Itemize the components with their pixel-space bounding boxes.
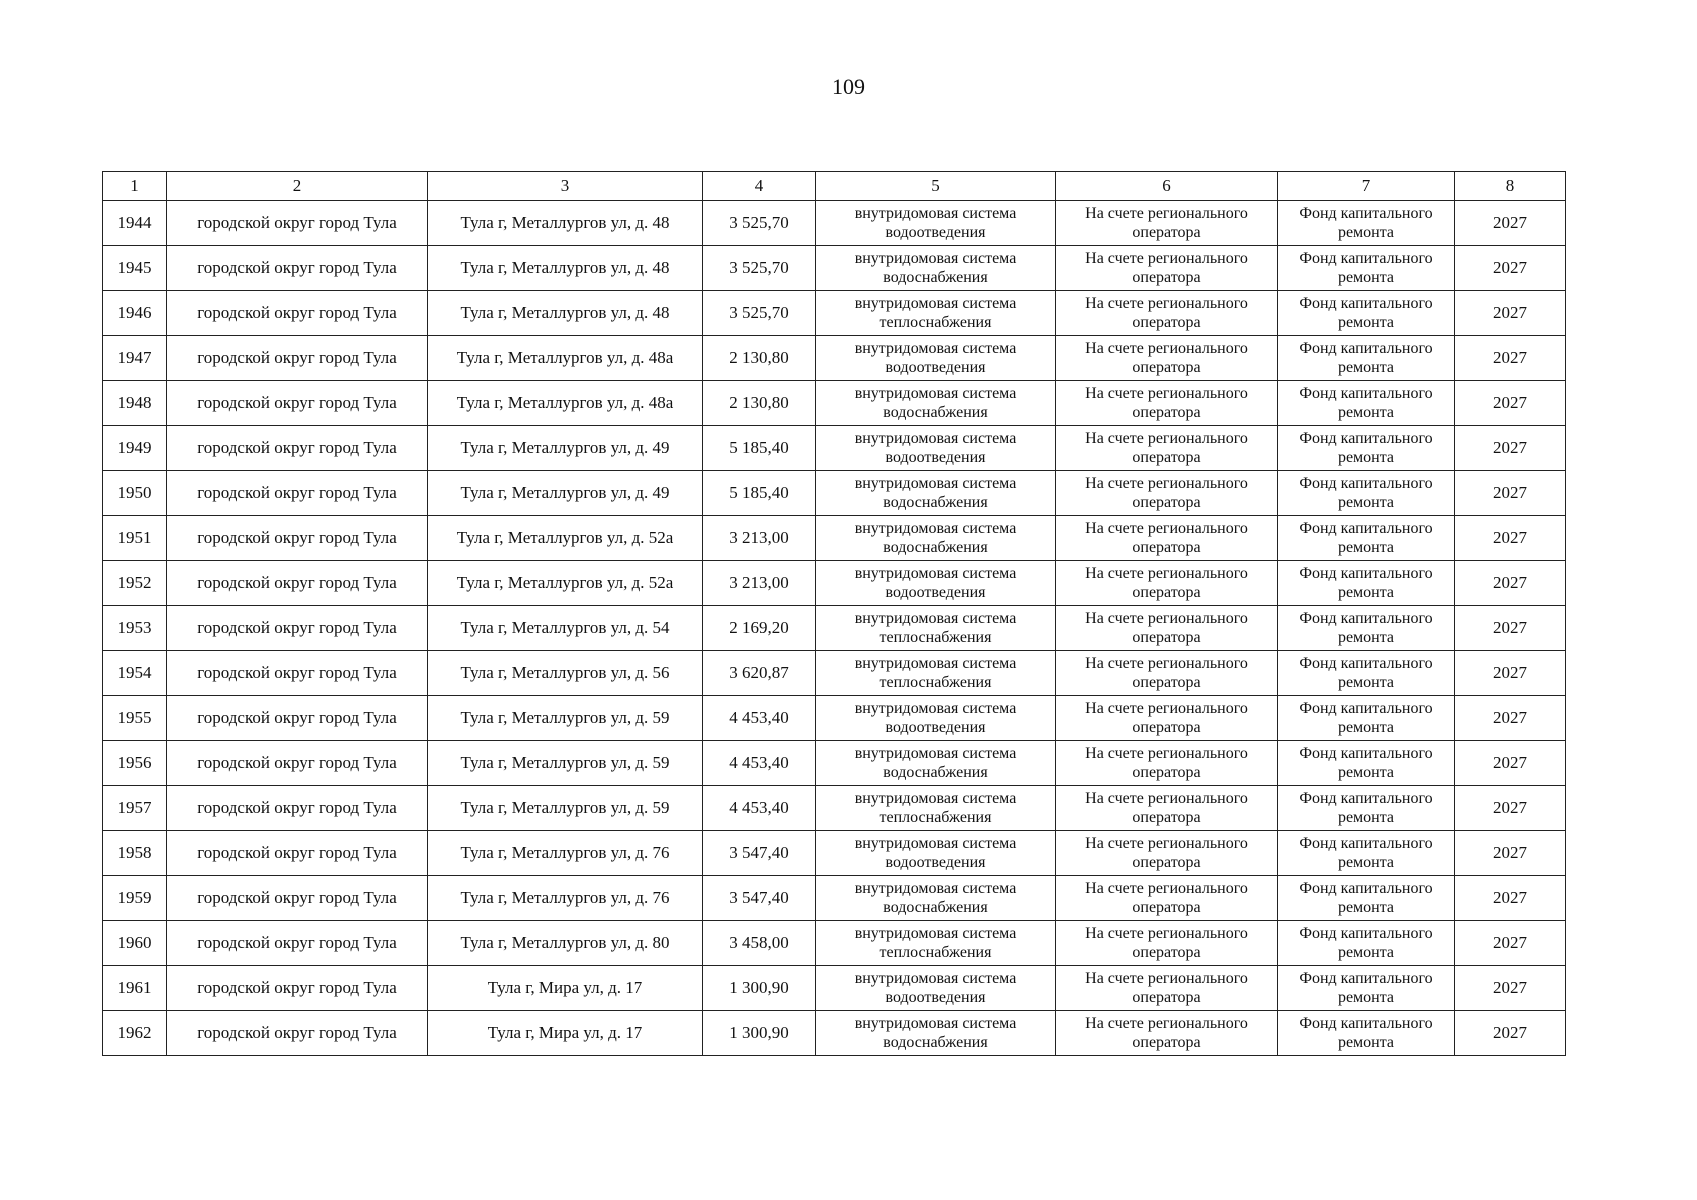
cell-system-type: внутридомовая система водоснабжения: [816, 516, 1056, 561]
cell-account-type: На счете регионального оператора: [1056, 831, 1278, 876]
cell-row-number: 1954: [103, 651, 167, 696]
cell-area: 3 547,40: [703, 876, 816, 921]
cell-year: 2027: [1455, 786, 1566, 831]
cell-row-number: 1952: [103, 561, 167, 606]
table-row: [103, 561, 1566, 606]
cell-account-type: На счете регионального оператора: [1056, 336, 1278, 381]
cell-row-number: 1944: [103, 201, 167, 246]
cell-year: 2027: [1455, 471, 1566, 516]
cell-municipality: городской округ город Тула: [167, 426, 428, 471]
cell-area: 3 525,70: [703, 246, 816, 291]
cell-row-number: 1957: [103, 786, 167, 831]
cell-account-type: На счете регионального оператора: [1056, 696, 1278, 741]
cell-system-type: внутридомовая система теплоснабжения: [816, 291, 1056, 336]
cell-year: 2027: [1455, 426, 1566, 471]
cell-fund-source: Фонд капитального ремонта: [1278, 561, 1455, 606]
cell-address: Тула г, Металлургов ул, д. 48: [428, 291, 703, 336]
cell-system-type: внутридомовая система теплоснабжения: [816, 921, 1056, 966]
cell-fund-source: Фонд капитального ремонта: [1278, 921, 1455, 966]
cell-municipality: городской округ город Тула: [167, 606, 428, 651]
cell-address: Тула г, Металлургов ул, д. 48а: [428, 336, 703, 381]
cell-municipality: городской округ город Тула: [167, 246, 428, 291]
column-header-5: 5: [816, 172, 1056, 201]
cell-area: 1 300,90: [703, 966, 816, 1011]
cell-municipality: городской округ город Тула: [167, 336, 428, 381]
cell-year: 2027: [1455, 876, 1566, 921]
cell-municipality: городской округ город Тула: [167, 1011, 428, 1056]
cell-fund-source: Фонд капитального ремонта: [1278, 606, 1455, 651]
cell-address: Тула г, Металлургов ул, д. 59: [428, 696, 703, 741]
cell-fund-source: Фонд капитального ремонта: [1278, 381, 1455, 426]
cell-system-type: внутридомовая система водоснабжения: [816, 741, 1056, 786]
cell-fund-source: Фонд капитального ремонта: [1278, 831, 1455, 876]
cell-fund-source: Фонд капитального ремонта: [1278, 246, 1455, 291]
cell-municipality: городской округ город Тула: [167, 876, 428, 921]
cell-row-number: 1947: [103, 336, 167, 381]
cell-fund-source: Фонд капитального ремонта: [1278, 696, 1455, 741]
cell-area: 5 185,40: [703, 426, 816, 471]
cell-municipality: городской округ город Тула: [167, 561, 428, 606]
cell-year: 2027: [1455, 561, 1566, 606]
cell-municipality: городской округ город Тула: [167, 786, 428, 831]
cell-municipality: городской округ город Тула: [167, 291, 428, 336]
cell-account-type: На счете регионального оператора: [1056, 471, 1278, 516]
cell-address: Тула г, Металлургов ул, д. 48: [428, 201, 703, 246]
cell-municipality: городской округ город Тула: [167, 381, 428, 426]
table-row: [103, 201, 1566, 246]
cell-area: 3 547,40: [703, 831, 816, 876]
cell-address: Тула г, Металлургов ул, д. 48: [428, 246, 703, 291]
capital-repair-table: [102, 171, 1566, 1056]
cell-row-number: 1951: [103, 516, 167, 561]
cell-fund-source: Фонд капитального ремонта: [1278, 426, 1455, 471]
cell-year: 2027: [1455, 381, 1566, 426]
cell-account-type: На счете регионального оператора: [1056, 246, 1278, 291]
cell-year: 2027: [1455, 606, 1566, 651]
cell-system-type: внутридомовая система теплоснабжения: [816, 786, 1056, 831]
cell-address: Тула г, Металлургов ул, д. 49: [428, 426, 703, 471]
cell-municipality: городской округ город Тула: [167, 651, 428, 696]
cell-area: 4 453,40: [703, 741, 816, 786]
table-row: [103, 291, 1566, 336]
cell-year: 2027: [1455, 966, 1566, 1011]
cell-address: Тула г, Металлургов ул, д. 80: [428, 921, 703, 966]
cell-year: 2027: [1455, 1011, 1566, 1056]
cell-area: 5 185,40: [703, 471, 816, 516]
table-row: [103, 831, 1566, 876]
cell-year: 2027: [1455, 516, 1566, 561]
cell-account-type: На счете регионального оператора: [1056, 876, 1278, 921]
cell-account-type: На счете регионального оператора: [1056, 786, 1278, 831]
cell-fund-source: Фонд капитального ремонта: [1278, 651, 1455, 696]
cell-municipality: городской округ город Тула: [167, 516, 428, 561]
cell-year: 2027: [1455, 696, 1566, 741]
cell-system-type: внутридомовая система водоснабжения: [816, 381, 1056, 426]
cell-account-type: На счете регионального оператора: [1056, 201, 1278, 246]
cell-year: 2027: [1455, 336, 1566, 381]
cell-fund-source: Фонд капитального ремонта: [1278, 471, 1455, 516]
column-header-7: 7: [1278, 172, 1455, 201]
cell-address: Тула г, Металлургов ул, д. 52а: [428, 516, 703, 561]
cell-system-type: внутридомовая система водоснабжения: [816, 471, 1056, 516]
cell-year: 2027: [1455, 291, 1566, 336]
table-row: [103, 876, 1566, 921]
cell-row-number: 1945: [103, 246, 167, 291]
cell-row-number: 1950: [103, 471, 167, 516]
table-row: [103, 786, 1566, 831]
cell-system-type: внутридомовая система водоотведения: [816, 831, 1056, 876]
cell-area: 4 453,40: [703, 786, 816, 831]
cell-year: 2027: [1455, 831, 1566, 876]
cell-area: 2 130,80: [703, 381, 816, 426]
cell-system-type: внутридомовая система водоотведения: [816, 966, 1056, 1011]
cell-address: Тула г, Металлургов ул, д. 52а: [428, 561, 703, 606]
cell-municipality: городской округ город Тула: [167, 831, 428, 876]
table-row: [103, 426, 1566, 471]
cell-area: 3 213,00: [703, 561, 816, 606]
cell-municipality: городской округ город Тула: [167, 741, 428, 786]
cell-municipality: городской округ город Тула: [167, 696, 428, 741]
table-row: [103, 1011, 1566, 1056]
column-header-3: 3: [428, 172, 703, 201]
cell-area: 3 525,70: [703, 201, 816, 246]
cell-row-number: 1955: [103, 696, 167, 741]
cell-fund-source: Фонд капитального ремонта: [1278, 291, 1455, 336]
cell-year: 2027: [1455, 921, 1566, 966]
cell-row-number: 1959: [103, 876, 167, 921]
table-row: [103, 516, 1566, 561]
cell-row-number: 1949: [103, 426, 167, 471]
cell-address: Тула г, Мира ул, д. 17: [428, 1011, 703, 1056]
table-row: [103, 246, 1566, 291]
cell-system-type: внутридомовая система водоснабжения: [816, 246, 1056, 291]
cell-account-type: На счете регионального оператора: [1056, 651, 1278, 696]
cell-area: 3 213,00: [703, 516, 816, 561]
cell-account-type: На счете регионального оператора: [1056, 291, 1278, 336]
table-row: [103, 336, 1566, 381]
cell-system-type: внутридомовая система водоснабжения: [816, 876, 1056, 921]
cell-system-type: внутридомовая система водоотведения: [816, 336, 1056, 381]
cell-row-number: 1958: [103, 831, 167, 876]
cell-address: Тула г, Металлургов ул, д. 48а: [428, 381, 703, 426]
table-row: [103, 651, 1566, 696]
cell-row-number: 1946: [103, 291, 167, 336]
column-header-8: 8: [1455, 172, 1566, 201]
cell-address: Тула г, Металлургов ул, д. 59: [428, 741, 703, 786]
cell-year: 2027: [1455, 201, 1566, 246]
cell-account-type: На счете регионального оператора: [1056, 1011, 1278, 1056]
cell-address: Тула г, Металлургов ул, д. 59: [428, 786, 703, 831]
table-row: [103, 696, 1566, 741]
cell-fund-source: Фонд капитального ремонта: [1278, 516, 1455, 561]
cell-system-type: внутридомовая система водоснабжения: [816, 1011, 1056, 1056]
cell-account-type: На счете регионального оператора: [1056, 606, 1278, 651]
cell-address: Тула г, Металлургов ул, д. 56: [428, 651, 703, 696]
cell-fund-source: Фонд капитального ремонта: [1278, 336, 1455, 381]
column-header-1: 1: [103, 172, 167, 201]
cell-system-type: внутридомовая система водоотведения: [816, 426, 1056, 471]
cell-year: 2027: [1455, 741, 1566, 786]
column-header-2: 2: [167, 172, 428, 201]
cell-row-number: 1962: [103, 1011, 167, 1056]
header-row: [103, 172, 1566, 201]
cell-account-type: На счете регионального оператора: [1056, 426, 1278, 471]
table-row: [103, 966, 1566, 1011]
cell-year: 2027: [1455, 246, 1566, 291]
cell-fund-source: Фонд капитального ремонта: [1278, 786, 1455, 831]
cell-account-type: На счете регионального оператора: [1056, 966, 1278, 1011]
cell-account-type: На счете регионального оператора: [1056, 516, 1278, 561]
cell-address: Тула г, Металлургов ул, д. 49: [428, 471, 703, 516]
table-row: [103, 921, 1566, 966]
cell-system-type: внутридомовая система водоотведения: [816, 561, 1056, 606]
cell-area: 3 620,87: [703, 651, 816, 696]
cell-fund-source: Фонд капитального ремонта: [1278, 966, 1455, 1011]
cell-address: Тула г, Мира ул, д. 17: [428, 966, 703, 1011]
cell-system-type: внутридомовая система теплоснабжения: [816, 651, 1056, 696]
cell-row-number: 1960: [103, 921, 167, 966]
cell-municipality: городской округ город Тула: [167, 921, 428, 966]
table-body: [103, 201, 1566, 1056]
cell-row-number: 1953: [103, 606, 167, 651]
cell-area: 4 453,40: [703, 696, 816, 741]
cell-account-type: На счете регионального оператора: [1056, 381, 1278, 426]
table-row: [103, 606, 1566, 651]
cell-fund-source: Фонд капитального ремонта: [1278, 876, 1455, 921]
cell-area: 3 458,00: [703, 921, 816, 966]
cell-account-type: На счете регионального оператора: [1056, 561, 1278, 606]
cell-account-type: На счете регионального оператора: [1056, 921, 1278, 966]
cell-year: 2027: [1455, 651, 1566, 696]
page-number: 109: [832, 74, 865, 99]
table-row: [103, 741, 1566, 786]
cell-area: 1 300,90: [703, 1011, 816, 1056]
cell-fund-source: Фонд капитального ремонта: [1278, 201, 1455, 246]
cell-system-type: внутридомовая система теплоснабжения: [816, 606, 1056, 651]
table-row: [103, 381, 1566, 426]
column-header-6: 6: [1056, 172, 1278, 201]
cell-row-number: 1961: [103, 966, 167, 1011]
cell-address: Тула г, Металлургов ул, д. 76: [428, 831, 703, 876]
cell-system-type: внутридомовая система водоотведения: [816, 696, 1056, 741]
cell-area: 2 130,80: [703, 336, 816, 381]
cell-area: 2 169,20: [703, 606, 816, 651]
cell-row-number: 1956: [103, 741, 167, 786]
cell-system-type: внутридомовая система водоотведения: [816, 201, 1056, 246]
cell-fund-source: Фонд капитального ремонта: [1278, 741, 1455, 786]
table-row: [103, 471, 1566, 516]
cell-address: Тула г, Металлургов ул, д. 76: [428, 876, 703, 921]
cell-fund-source: Фонд капитального ремонта: [1278, 1011, 1455, 1056]
column-header-4: 4: [703, 172, 816, 201]
cell-account-type: На счете регионального оператора: [1056, 741, 1278, 786]
cell-row-number: 1948: [103, 381, 167, 426]
cell-municipality: городской округ город Тула: [167, 471, 428, 516]
cell-municipality: городской округ город Тула: [167, 201, 428, 246]
cell-area: 3 525,70: [703, 291, 816, 336]
cell-address: Тула г, Металлургов ул, д. 54: [428, 606, 703, 651]
cell-municipality: городской округ город Тула: [167, 966, 428, 1011]
